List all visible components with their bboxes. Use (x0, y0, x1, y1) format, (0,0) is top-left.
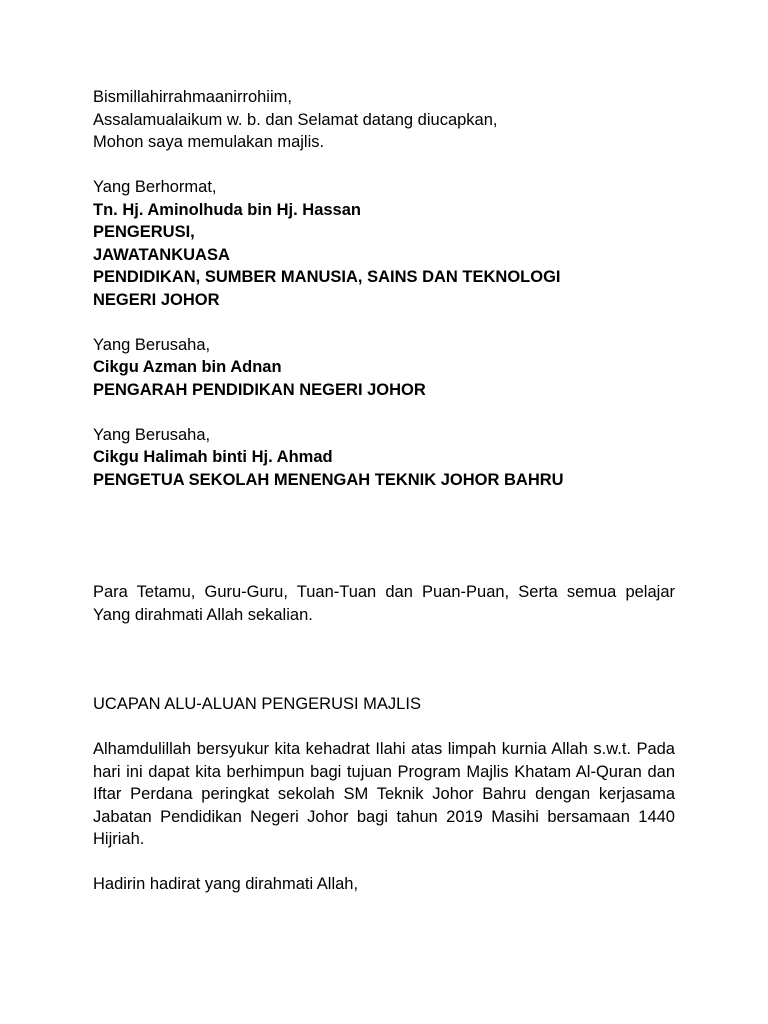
opening-line-2: Assalamualaikum w. b. dan Selamat datang diucapkan, (93, 110, 498, 129)
spacer (93, 154, 675, 177)
guest-2-name: Cikgu Azman bin Adnan (93, 358, 282, 376)
audience-paragraph: Para Tetamu, Guru-Guru, Tuan-Tuan dan Puan-Puan, Serta semua pelajar Yang dirahmati Allah sekalian. (93, 583, 675, 624)
guest-1-name: Tn. Hj. Aminolhuda bin Hj. Hassan (93, 200, 361, 219)
guest-1-title-4: NEGERI JOHOR (93, 290, 220, 309)
guest-1-title-1: PENGERUSI, (93, 223, 195, 241)
guest-block-3 (93, 424, 675, 492)
spacer (93, 401, 675, 424)
opening-line-3: Mohon saya memulakan majlis. (93, 133, 325, 151)
guest-2-title: PENGARAH PENDIDIKAN NEGERI JOHOR (93, 380, 426, 399)
opening-line-1: Bismillahirrahmaanirrohiim, (93, 88, 292, 106)
spacer (93, 626, 675, 693)
guest-1-salutation: Yang Berhormat, (93, 178, 217, 196)
guest-1-title-3: PENDIDIKAN, SUMBER MANUSIA, SAINS DAN TEKNOLOGI (93, 268, 561, 286)
guest-1-title-2: JAWATANKUASA (93, 245, 230, 264)
spacer (93, 851, 675, 874)
guest-block-1 (93, 176, 675, 311)
opening-block (93, 86, 675, 154)
spacer (93, 491, 675, 581)
section-heading: UCAPAN ALU-ALUAN PENGERUSI MAJLIS (93, 695, 421, 713)
body-paragraph: Alhamdulillah bersyukur kita kehadrat Ilahi atas limpah kurnia Allah s.w.t. Pada hari ini dapat kita berhimpun bagi tujuan Program Majlis Khatam Al-Quran dan Iftar Perdana peringkat sekolah SM Teknik Johor Bahru dengan kerjasama Jabatan Pendidikan Negeri Johor bagi tahun 2019 Masihi bersamaan 1440 Hijriah. (93, 740, 675, 848)
spacer (93, 311, 675, 334)
guest-block-2 (93, 334, 675, 402)
guest-3-salutation: Yang Berusaha, (93, 425, 211, 444)
guest-2-salutation: Yang Berusaha, (93, 335, 211, 354)
closing-line: Hadirin hadirat yang dirahmati Allah, (93, 875, 359, 893)
spacer (93, 716, 675, 739)
document-page (93, 86, 675, 896)
guest-3-title: PENGETUA SEKOLAH MENENGAH TEKNIK JOHOR BAHRU (93, 470, 564, 489)
guest-3-name: Cikgu Halimah binti Hj. Ahmad (93, 448, 333, 466)
